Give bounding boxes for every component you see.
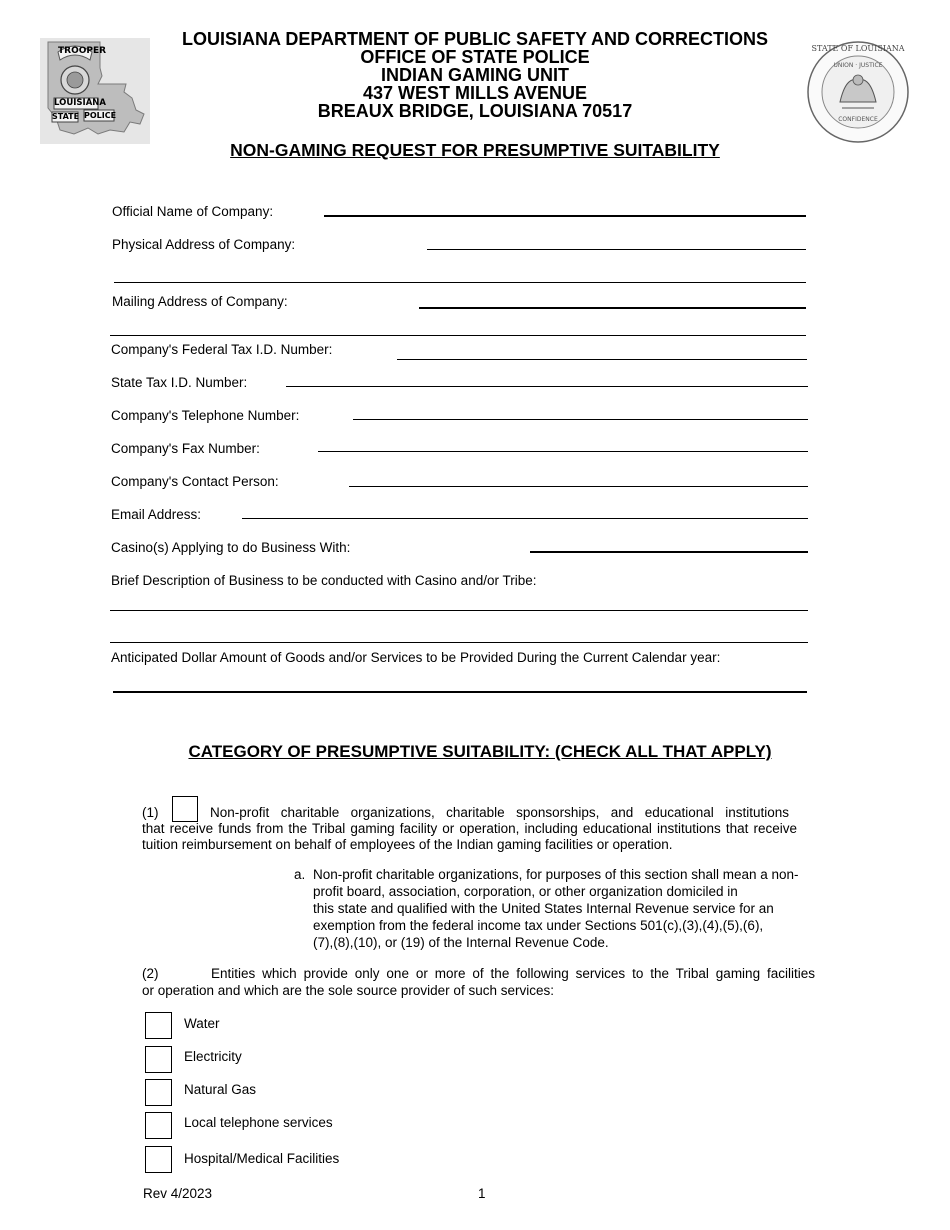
item-1a-line-1: Non-profit charitable organizations, for purposes of this section shall mean a non- [313,867,799,882]
fax-line[interactable] [318,451,808,452]
company-name-label: Official Name of Company: [112,204,274,219]
business-description-line-2[interactable] [110,642,808,643]
item-1a-marker: a. [294,867,306,882]
badge-text-state: STATE [52,112,80,121]
header-office: OFFICE OF STATE POLICE [360,47,590,67]
electricity-label: Electricity [184,1049,242,1064]
item-1a-line-4: exemption from the federal income tax under Sections 501(c),(3),(4),(5),(6), [313,918,764,933]
dollar-amount-line[interactable] [113,691,807,693]
telephone-label: Company's Telephone Number: [111,408,300,423]
local-telephone-label: Local telephone services [184,1115,333,1130]
page-number: 1 [478,1186,486,1201]
mailing-address-line[interactable] [419,307,806,309]
item-1-text: that receive funds from the Tribal gaming facility or operation, including educational institutions that receive tuition reimbursement on behalf of employees of the Indian gaming facilities or operation. [142,821,797,852]
item-1-checkbox[interactable] [172,796,198,822]
state-of-louisiana-seal [806,40,910,144]
email-line[interactable] [242,518,808,519]
contact-person-line[interactable] [349,486,808,487]
header-street-address: 437 WEST MILLS AVENUE [362,83,588,103]
state-tax-id-line[interactable] [286,386,808,387]
category-heading-wrap [100,742,860,762]
header-city-address: BREAUX BRIDGE, LOUISIANA 70517 [317,101,633,121]
badge-text-police: POLICE [84,111,117,120]
header-department: LOUISIANA DEPARTMENT OF PUBLIC SAFETY AND CORRECTIONS [181,29,768,49]
item-2-second-line: or operation and which are the sole source provider of such services: [142,983,554,998]
water-checkbox[interactable] [145,1012,172,1039]
dollar-amount-label: Anticipated Dollar Amount of Goods and/or Services to be Provided During the Current Calendar year: [111,650,721,665]
natural-gas-label: Natural Gas [184,1082,257,1097]
state-tax-id-label: State Tax I.D. Number: [111,375,248,390]
water-label: Water [184,1016,220,1031]
local-telephone-checkbox[interactable] [145,1112,172,1139]
telephone-line[interactable] [353,419,808,420]
item-2-number: (2) [142,966,159,981]
category-heading: CATEGORY OF PRESUMPTIVE SUITABILITY: (CHECK ALL THAT APPLY) [188,742,772,761]
form-title-wrap [100,140,850,161]
item-1a-line-2: profit board, association, corporation, or other organization domiciled in [313,884,738,899]
item-1-first-line: Non-profit charitable organizations, charitable sponsorships, and educational institutions [210,805,789,820]
natural-gas-checkbox[interactable] [145,1079,172,1106]
item-1-number: (1) [142,805,159,820]
badge-text-trooper: TROOPER [58,46,107,56]
casinos-label: Casino(s) Applying to do Business With: [111,540,351,555]
item-2-first-line: Entities which provide only one or more of the following services to the Tribal gaming facilities [211,966,815,981]
item-1a-line-5: (7),(8),(10), or (19) of the Internal Revenue Code. [313,935,609,950]
casinos-line[interactable] [530,551,808,553]
hospital-medical-checkbox[interactable] [145,1146,172,1173]
physical-address-line[interactable] [427,249,806,250]
mailing-address-line-2[interactable] [110,335,806,336]
badge-text-louisiana: LOUISIANA [54,98,106,108]
company-name-line[interactable] [324,215,806,217]
email-label: Email Address: [111,507,202,522]
item-1a-line-3: this state and qualified with the United States Internal Revenue service for an [313,901,774,916]
seal-motto-top: UNION · JUSTICE [833,62,883,69]
federal-tax-id-label: Company's Federal Tax I.D. Number: [111,342,333,357]
business-description-label: Brief Description of Business to be conducted with Casino and/or Tribe: [111,573,537,588]
mailing-address-label: Mailing Address of Company: [112,294,288,309]
physical-address-line-2[interactable] [114,282,806,283]
revision-date: Rev 4/2023 [143,1186,213,1201]
form-title: NON-GAMING REQUEST FOR PRESUMPTIVE SUITABILITY [230,140,720,160]
seal-ring-text: STATE OF LOUISIANA [811,44,905,53]
seal-motto-bottom: CONFIDENCE [838,116,878,123]
fax-label: Company's Fax Number: [111,441,260,456]
federal-tax-id-line[interactable] [397,359,807,360]
electricity-checkbox[interactable] [145,1046,172,1073]
business-description-line-1[interactable] [110,610,808,611]
header-unit: INDIAN GAMING UNIT [381,65,569,85]
hospital-medical-label: Hospital/Medical Facilities [184,1151,340,1166]
physical-address-label: Physical Address of Company: [112,237,296,252]
state-police-badge-logo [40,38,150,144]
contact-person-label: Company's Contact Person: [111,474,279,489]
